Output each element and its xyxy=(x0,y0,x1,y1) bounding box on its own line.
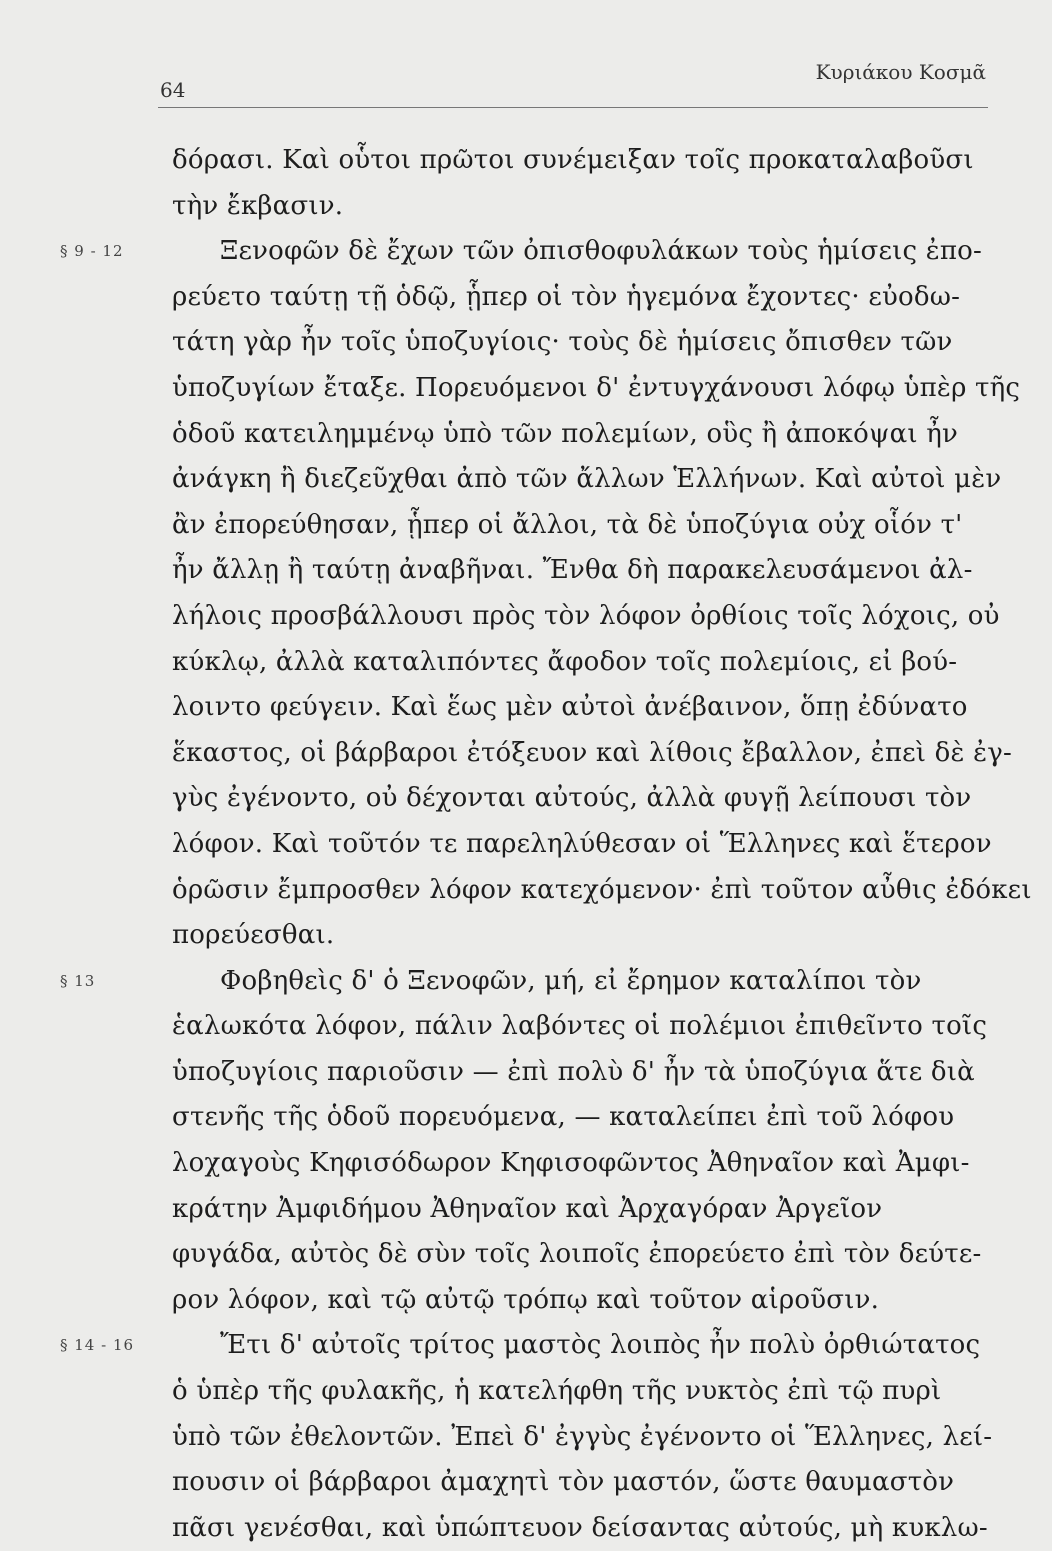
text-line xyxy=(172,1095,1012,1141)
text-line xyxy=(172,1187,1012,1233)
text-line xyxy=(172,457,1012,503)
line-text: ὁρῶσιν ἔμπροσθεν λόφον κατεχόμενον· ἐπὶ τοῦτον αὖθις ἐδόκει xyxy=(172,874,1032,905)
line-text: ἂν ἐπορεύθησαν, ᾗπερ οἱ ἄλλοι, τὰ δὲ ὑποζύγια οὐχ οἷόν τ' xyxy=(172,509,963,540)
line-text: ὑποζυγίων ἔταξε. Πορευόμενοι δ' ἐντυγχάνουσι λόφῳ ὑπὲρ τῆς xyxy=(172,372,1021,403)
text-line xyxy=(172,868,1032,914)
page-number: 64 xyxy=(160,78,186,102)
text-line xyxy=(172,731,1012,777)
line-text: λόφον. Καὶ τοῦτόν τε παρεληλύθεσαν οἱ Ἕλληνες καὶ ἕτερον xyxy=(172,828,992,859)
line-text: πουσιν οἱ βάρβαροι ἀμαχητὶ τὸν μαστόν, ὥστε θαυμαστὸν xyxy=(172,1467,955,1498)
text-line xyxy=(172,548,1012,594)
text-line xyxy=(172,776,1012,822)
text-line xyxy=(172,1369,1012,1415)
text-line xyxy=(172,640,1012,686)
text-line xyxy=(172,594,1012,640)
line-text: τὴν ἔκβασιν. xyxy=(172,190,344,221)
line-text: ὑποζυγίοις παριοῦσιν — ἐπὶ πολὺ δ' ἦν τὰ ὑποζύγια ἅτε διὰ xyxy=(172,1056,975,1087)
text-line xyxy=(172,822,1012,868)
text-line xyxy=(60,1323,1012,1369)
text-line xyxy=(172,913,1012,959)
running-title: Κυριάκου Κοσμᾶ xyxy=(815,60,986,84)
line-text: Ἔτι δ' αὐτοῖς τρίτος μαστὸς λοιπὸς ἦν πολὺ ὀρθιώτατος xyxy=(220,1330,981,1361)
line-text: τάτη γὰρ ἦν τοῖς ὑποζυγίοις· τοὺς δὲ ἡμίσεις ὄπισθεν τῶν xyxy=(172,327,953,358)
line-text: λοιντο φεύγειν. Καὶ ἕως μὲν αὐτοὶ ἀνέβαινον, ὅπῃ ἐδύνατο xyxy=(172,692,968,723)
text-line xyxy=(172,1232,1012,1278)
text-line xyxy=(172,366,1021,412)
text-line xyxy=(172,1278,1012,1324)
text-line xyxy=(60,229,1012,275)
line-text: ὑπὸ τῶν ἐθελοντῶν. Ἐπεὶ δ' ἐγγὺς ἐγένοντο οἱ Ἕλληνες, λεί- xyxy=(172,1421,993,1452)
text-line xyxy=(60,959,1012,1005)
line-text: ὁ ὑπὲρ τῆς φυλακῆς, ἡ κατελήφθη τῆς νυκτὸς ἐπὶ τῷ πυρὶ xyxy=(172,1376,942,1407)
line-text: κύκλῳ, ἀλλὰ καταλιπόντες ἄφοδον τοῖς πολεμίοις, εἰ βού- xyxy=(172,646,958,677)
section-marker: § 13 xyxy=(60,971,96,990)
text-line xyxy=(172,138,1012,184)
text-line xyxy=(172,1050,1012,1096)
line-text: πορεύεσθαι. xyxy=(172,920,335,951)
line-text: φυγάδα, αὐτὸς δὲ σὺν τοῖς λοιποῖς ἐπορεύετο ἐπὶ τὸν δεύτε- xyxy=(172,1239,982,1270)
line-text: ἦν ἄλλῃ ἢ ταύτῃ ἀναβῆναι. Ἔνθα δὴ παρακελευσάμενοι ἀλ- xyxy=(172,555,973,586)
text-line xyxy=(172,1506,1012,1551)
line-text: κράτην Ἀμφιδήμου Ἀθηναῖον καὶ Ἀρχαγόραν Ἀργεῖον xyxy=(172,1193,883,1224)
section-marker: § 14 - 16 xyxy=(60,1336,135,1355)
line-text: ἀνάγκη ἢ διεζεῦχθαι ἀπὸ τῶν ἄλλων Ἑλλήνων. Καὶ αὐτοὶ μὲν xyxy=(172,464,1002,495)
text-line xyxy=(172,412,1012,458)
line-text: Ξενοφῶν δὲ ἔχων τῶν ὀπισθοφυλάκων τοὺς ἡμίσεις ἐπο- xyxy=(220,236,983,267)
line-text: πᾶσι γενέσθαι, καὶ ὑπώπτευον δείσαντας αὐτούς, μὴ κυκλω- xyxy=(172,1512,988,1543)
text-line xyxy=(172,685,1012,731)
line-text: ἑαλωκότα λόφον, πάλιν λαβόντες οἱ πολέμιοι ἐπιθεῖντο τοῖς xyxy=(172,1011,988,1042)
line-text: λήλοις προσβάλλουσι πρὸς τὸν λόφον ὀρθίοις τοῖς λόχοις, οὐ xyxy=(172,600,1000,631)
line-text: στενῆς τῆς ὁδοῦ πορευόμενα, — καταλείπει ἐπὶ τοῦ λόφου xyxy=(172,1102,955,1133)
text-line xyxy=(172,275,1012,321)
line-text: λοχαγοὺς Κηφισόδωρον Κηφισοφῶντος Ἀθηναῖον καὶ Ἀμφι- xyxy=(172,1148,970,1179)
text-line xyxy=(172,503,1012,549)
line-text: ὁδοῦ κατειλημμένῳ ὑπὸ τῶν πολεμίων, οὓς ἢ ἀποκόψαι ἦν xyxy=(172,418,958,449)
line-text: ρεύετο ταύτῃ τῇ ὁδῷ, ᾗπερ οἱ τὸν ἡγεμόνα ἔχοντες· εὐοδω- xyxy=(172,281,961,312)
header-rule xyxy=(158,107,988,108)
text-line xyxy=(172,184,1012,230)
line-text: Φοβηθεὶς δ' ὁ Ξενοφῶν, μή, εἰ ἔρημον καταλίποι τὸν xyxy=(220,965,922,996)
line-text: δόρασι. Καὶ οὗτοι πρῶτοι συνέμειξαν τοῖς προκαταλαβοῦσι xyxy=(172,145,974,175)
text-line xyxy=(172,1004,1012,1050)
text-line xyxy=(172,1141,1012,1187)
text-line xyxy=(172,1460,1012,1506)
line-text: γὺς ἐγένοντο, οὐ δέχονται αὐτούς, ἀλλὰ φυγῇ λείπουσι τὸν xyxy=(172,783,972,814)
text-line xyxy=(172,320,1012,366)
body-text xyxy=(60,138,1032,1551)
section-marker: § 9 - 12 xyxy=(60,242,124,261)
line-text: ἕκαστος, οἱ βάρβαροι ἐτόξευον καὶ λίθοις ἔβαλλον, ἐπεὶ δὲ ἐγ- xyxy=(172,737,1012,768)
text-line xyxy=(172,1415,1012,1461)
line-text: ρον λόφον, καὶ τῷ αὐτῷ τρόπῳ καὶ τοῦτον αἱροῦσιν. xyxy=(172,1284,880,1315)
